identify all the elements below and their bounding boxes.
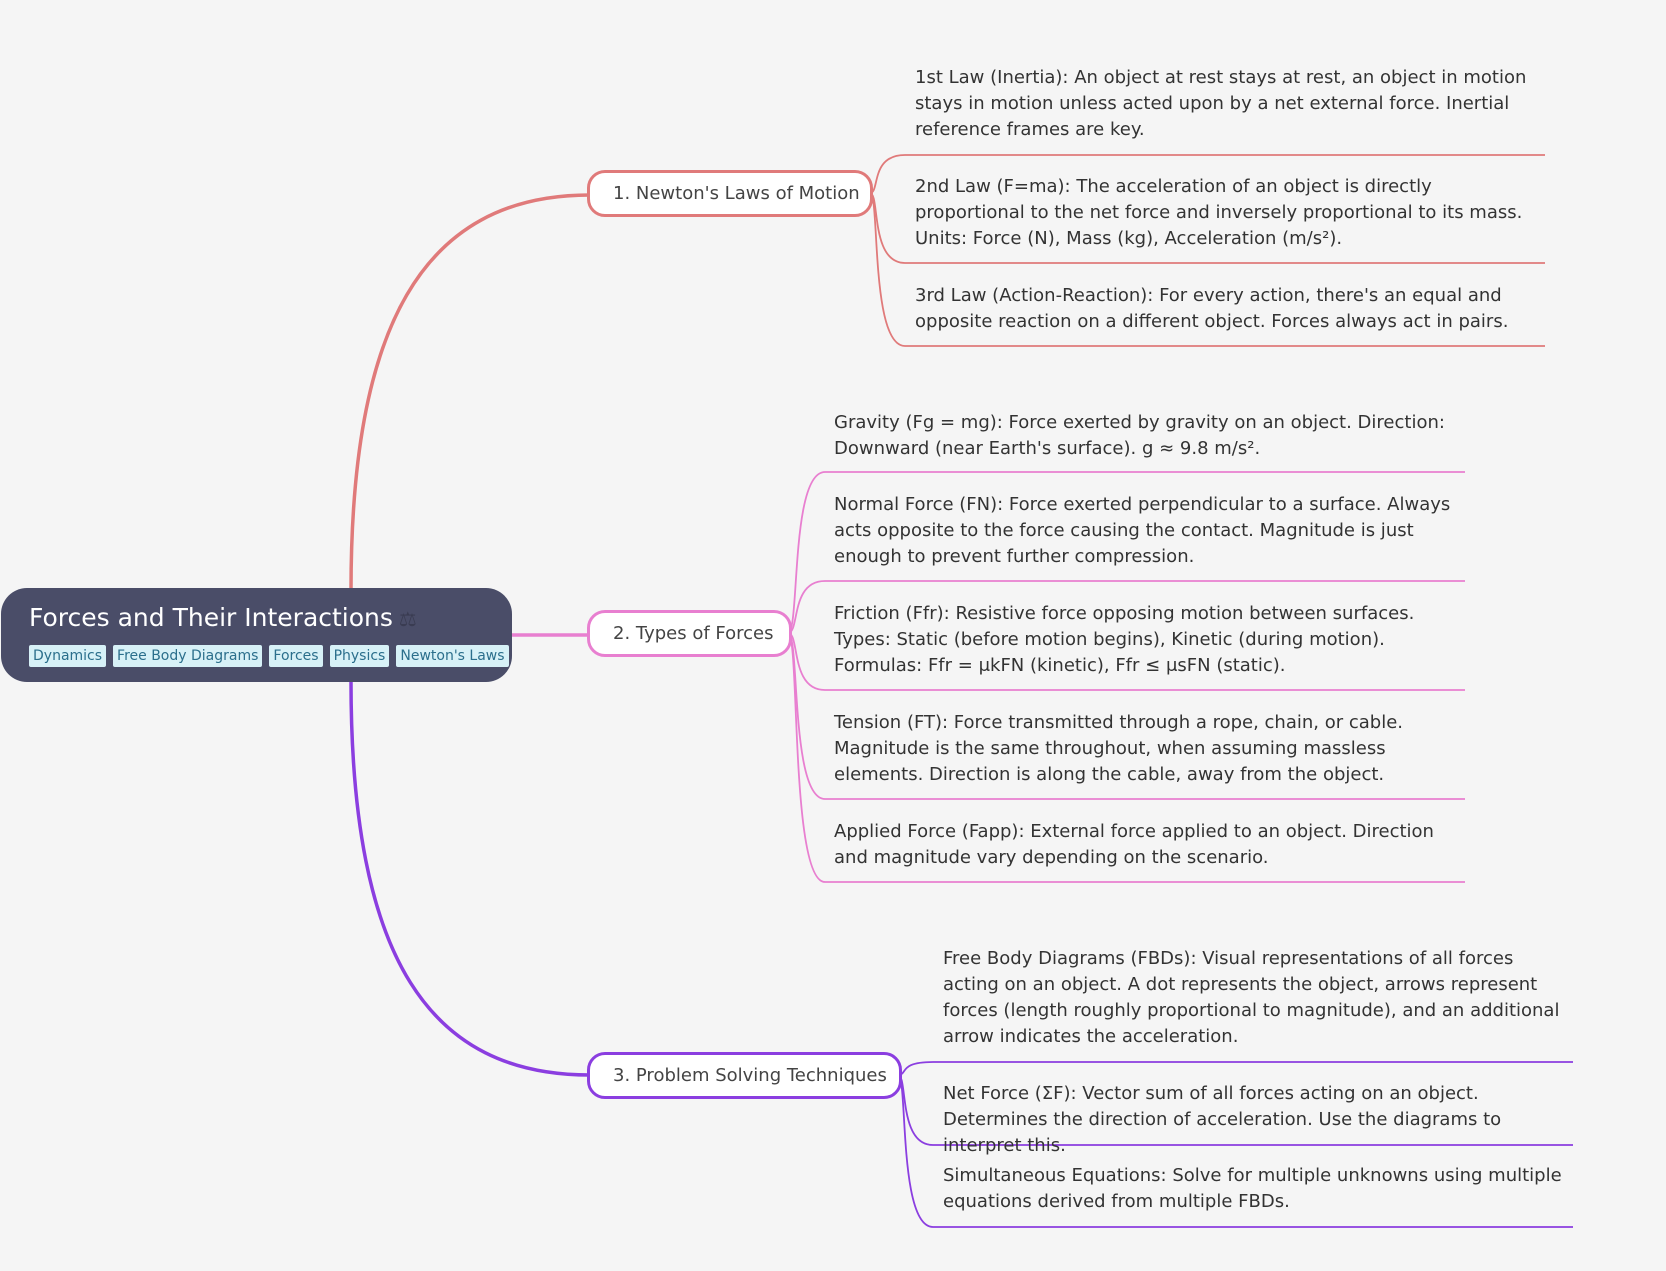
leaf-first-law[interactable]: 1st Law (Inertia): An object at rest stays at rest, an object in motion stays in motion unless acted upon by a net external force. Inertial reference frames are key. [915, 67, 1527, 140]
main-connector-3 [351, 682, 590, 1075]
leaf-friction[interactable]: Friction (Ffr): Resistive force opposing motion between surfaces. Types: Static (before motion begins), Kinetic (during motion). Formulas: Ffr = μkFN (kinetic), Ffr ≤ μsFN (static). [834, 603, 1415, 676]
leaf-connector-3-1 [898, 1062, 1573, 1075]
scale-icon: ⚖ [398, 607, 417, 631]
leaf-normal-force[interactable]: Normal Force (FN): Force exerted perpendicular to a surface. Always acts opposite to the force causing the contact. Magnitude is just enough to prevent further compression. [834, 494, 1451, 567]
tag-forces[interactable]: Forces [269, 645, 322, 667]
leaf-gravity[interactable]: Gravity (Fg = mg): Force exerted by gravity on an object. Direction: Downward (near Earth's surface). g ≈ 9.8 m/s². [834, 412, 1445, 459]
leaf-applied-force[interactable]: Applied Force (Fapp): External force applied to an object. Direction and magnitude vary depending on the scenario. [834, 821, 1434, 868]
branch-problem-solving[interactable]: 3. Problem Solving Techniques [587, 1052, 902, 1099]
main-connector-1 [351, 195, 590, 590]
leaf-net-force[interactable]: Net Force (ΣF): Vector sum of all forces acting on an object. Determines the direction of acceleration. Use the diagrams to interpret this. [943, 1083, 1502, 1156]
central-topic-title: Forces and Their Interactions [29, 603, 393, 632]
branch-types-of-forces[interactable]: 2. Types of Forces [587, 610, 792, 657]
tag-physics[interactable]: Physics [330, 645, 390, 667]
tag-newtons-laws[interactable]: Newton's Laws [396, 645, 508, 667]
leaf-tension[interactable]: Tension (FT): Force transmitted through a rope, chain, or cable. Magnitude is the same throughout, when assuming massless elements. Direction is along the cable, away from the object. [834, 712, 1404, 785]
tag-free-body-diagrams[interactable]: Free Body Diagrams [113, 645, 262, 667]
leaf-second-law[interactable]: 2nd Law (F=ma): The acceleration of an object is directly proportional to the net force and inversely proportional to its mass. Units: Force (N), Mass (kg), Acceleration (m/s²). [915, 176, 1523, 249]
tag-dynamics[interactable]: Dynamics [29, 645, 106, 667]
leaf-free-body-diagrams[interactable]: Free Body Diagrams (FBDs): Visual representations of all forces acting on an object. A dot represents the object, arrows represent forces (length roughly proportional to magnitude), and an additional arrow indicates the acceleration. [943, 948, 1560, 1047]
leaf-third-law[interactable]: 3rd Law (Action-Reaction): For every action, there's an equal and opposite reaction on a different object. Forces always act in pairs. [915, 285, 1509, 332]
branch-newtons-laws[interactable]: 1. Newton's Laws of Motion [587, 170, 873, 217]
leaf-simultaneous-equations[interactable]: Simultaneous Equations: Solve for multiple unknowns using multiple equations derived from multiple FBDs. [943, 1165, 1562, 1212]
central-topic[interactable] [1, 588, 512, 682]
tag-list [29, 645, 505, 667]
